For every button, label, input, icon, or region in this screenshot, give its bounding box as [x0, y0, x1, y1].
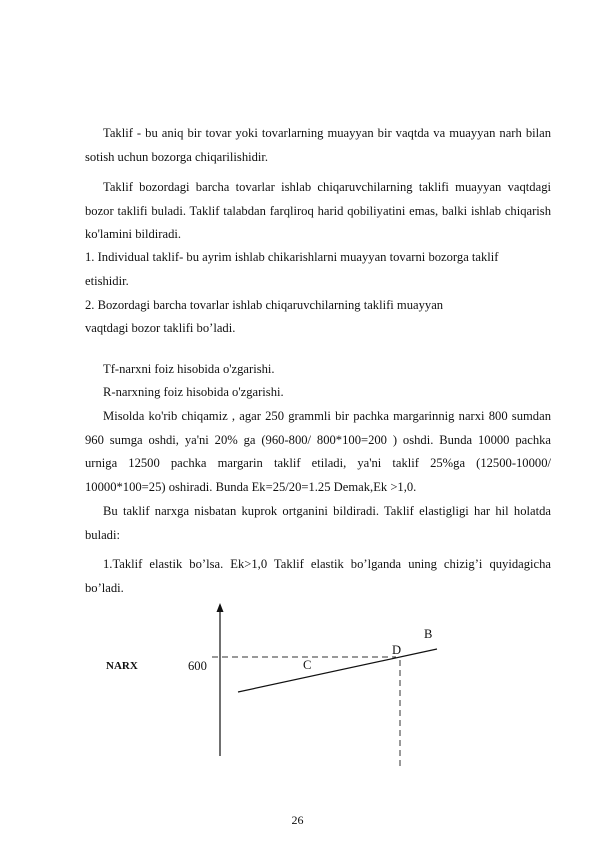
paragraph-bozor-taklifi: Taklif bozordagi barcha tovarlar ishlab chiqaruvchilarning taklifi muayyan vaqtdagi bozor taklifi buladi. Taklif talabdan farqliroq harid qobiliyatini emas, balki ishlab chiqarish ko'lamini bildiradi.: [85, 180, 551, 241]
label-c: C: [303, 658, 312, 672]
paragraph-taklif-definition: Taklif - bu aniq bir tovar yoki tovarlarning muayyan bir vaqtda va muayyan narh bilan sotish uchun bozorga chiqarilishidir.: [85, 126, 551, 164]
label-b: B: [424, 627, 433, 641]
page-number: 26: [291, 813, 304, 827]
supply-line: [238, 649, 437, 692]
list-item-1-line-2: etishidir.: [85, 274, 129, 288]
definition-r: R-narxning foiz hisobida o'zgarishi.: [103, 385, 284, 399]
label-d: D: [392, 643, 402, 657]
list-item-2-line-2: vaqtdagi bozor taklifi bo’ladi.: [85, 321, 236, 335]
paragraph-elasticity-intro: Bu taklif narxga nisbatan kuprok ortganini bildiradi. Taklif elastigligi har hil holatda buladi:: [85, 504, 551, 542]
label-narx: NARX: [106, 660, 138, 672]
list-item-1-line-1: 1. Individual taklif- bu ayrim ishlab chikarishlarni muayyan tovarni bozorga taklif: [85, 250, 499, 264]
paragraph-example: Misolda ko'rib chiqamiz , agar 250 grammli bir pachka margarinnig narxi 800 sumdan 960 sumga oshdi, ya'ni 20% ga (960-800/ 800*100=200 ) oshdi. Bunda 10000 pachka urniga 12500 pachka margarin taklif etiladi, ya'ni taklif 25%ga (12500-10000/ 10000*100=25) oshiradi. Bunda Ek=25/20=1.25 Demak,Ek >1,0.: [85, 409, 551, 494]
label-600: 600: [188, 659, 207, 673]
paragraph-elastic-case: 1.Taklif elastik bo’lsa. Ek>1,0 Taklif elastik bo’lganda uning chizig’i quyidagicha bo’ladi.: [85, 557, 551, 595]
list-item-2-line-1: 2. Bozordagi barcha tovarlar ishlab chiqaruvchilarning taklifi muayyan: [85, 298, 444, 312]
y-axis-arrowhead: [217, 603, 224, 612]
definition-tf: Tf-narxni foiz hisobida o'zgarishi.: [103, 362, 275, 376]
